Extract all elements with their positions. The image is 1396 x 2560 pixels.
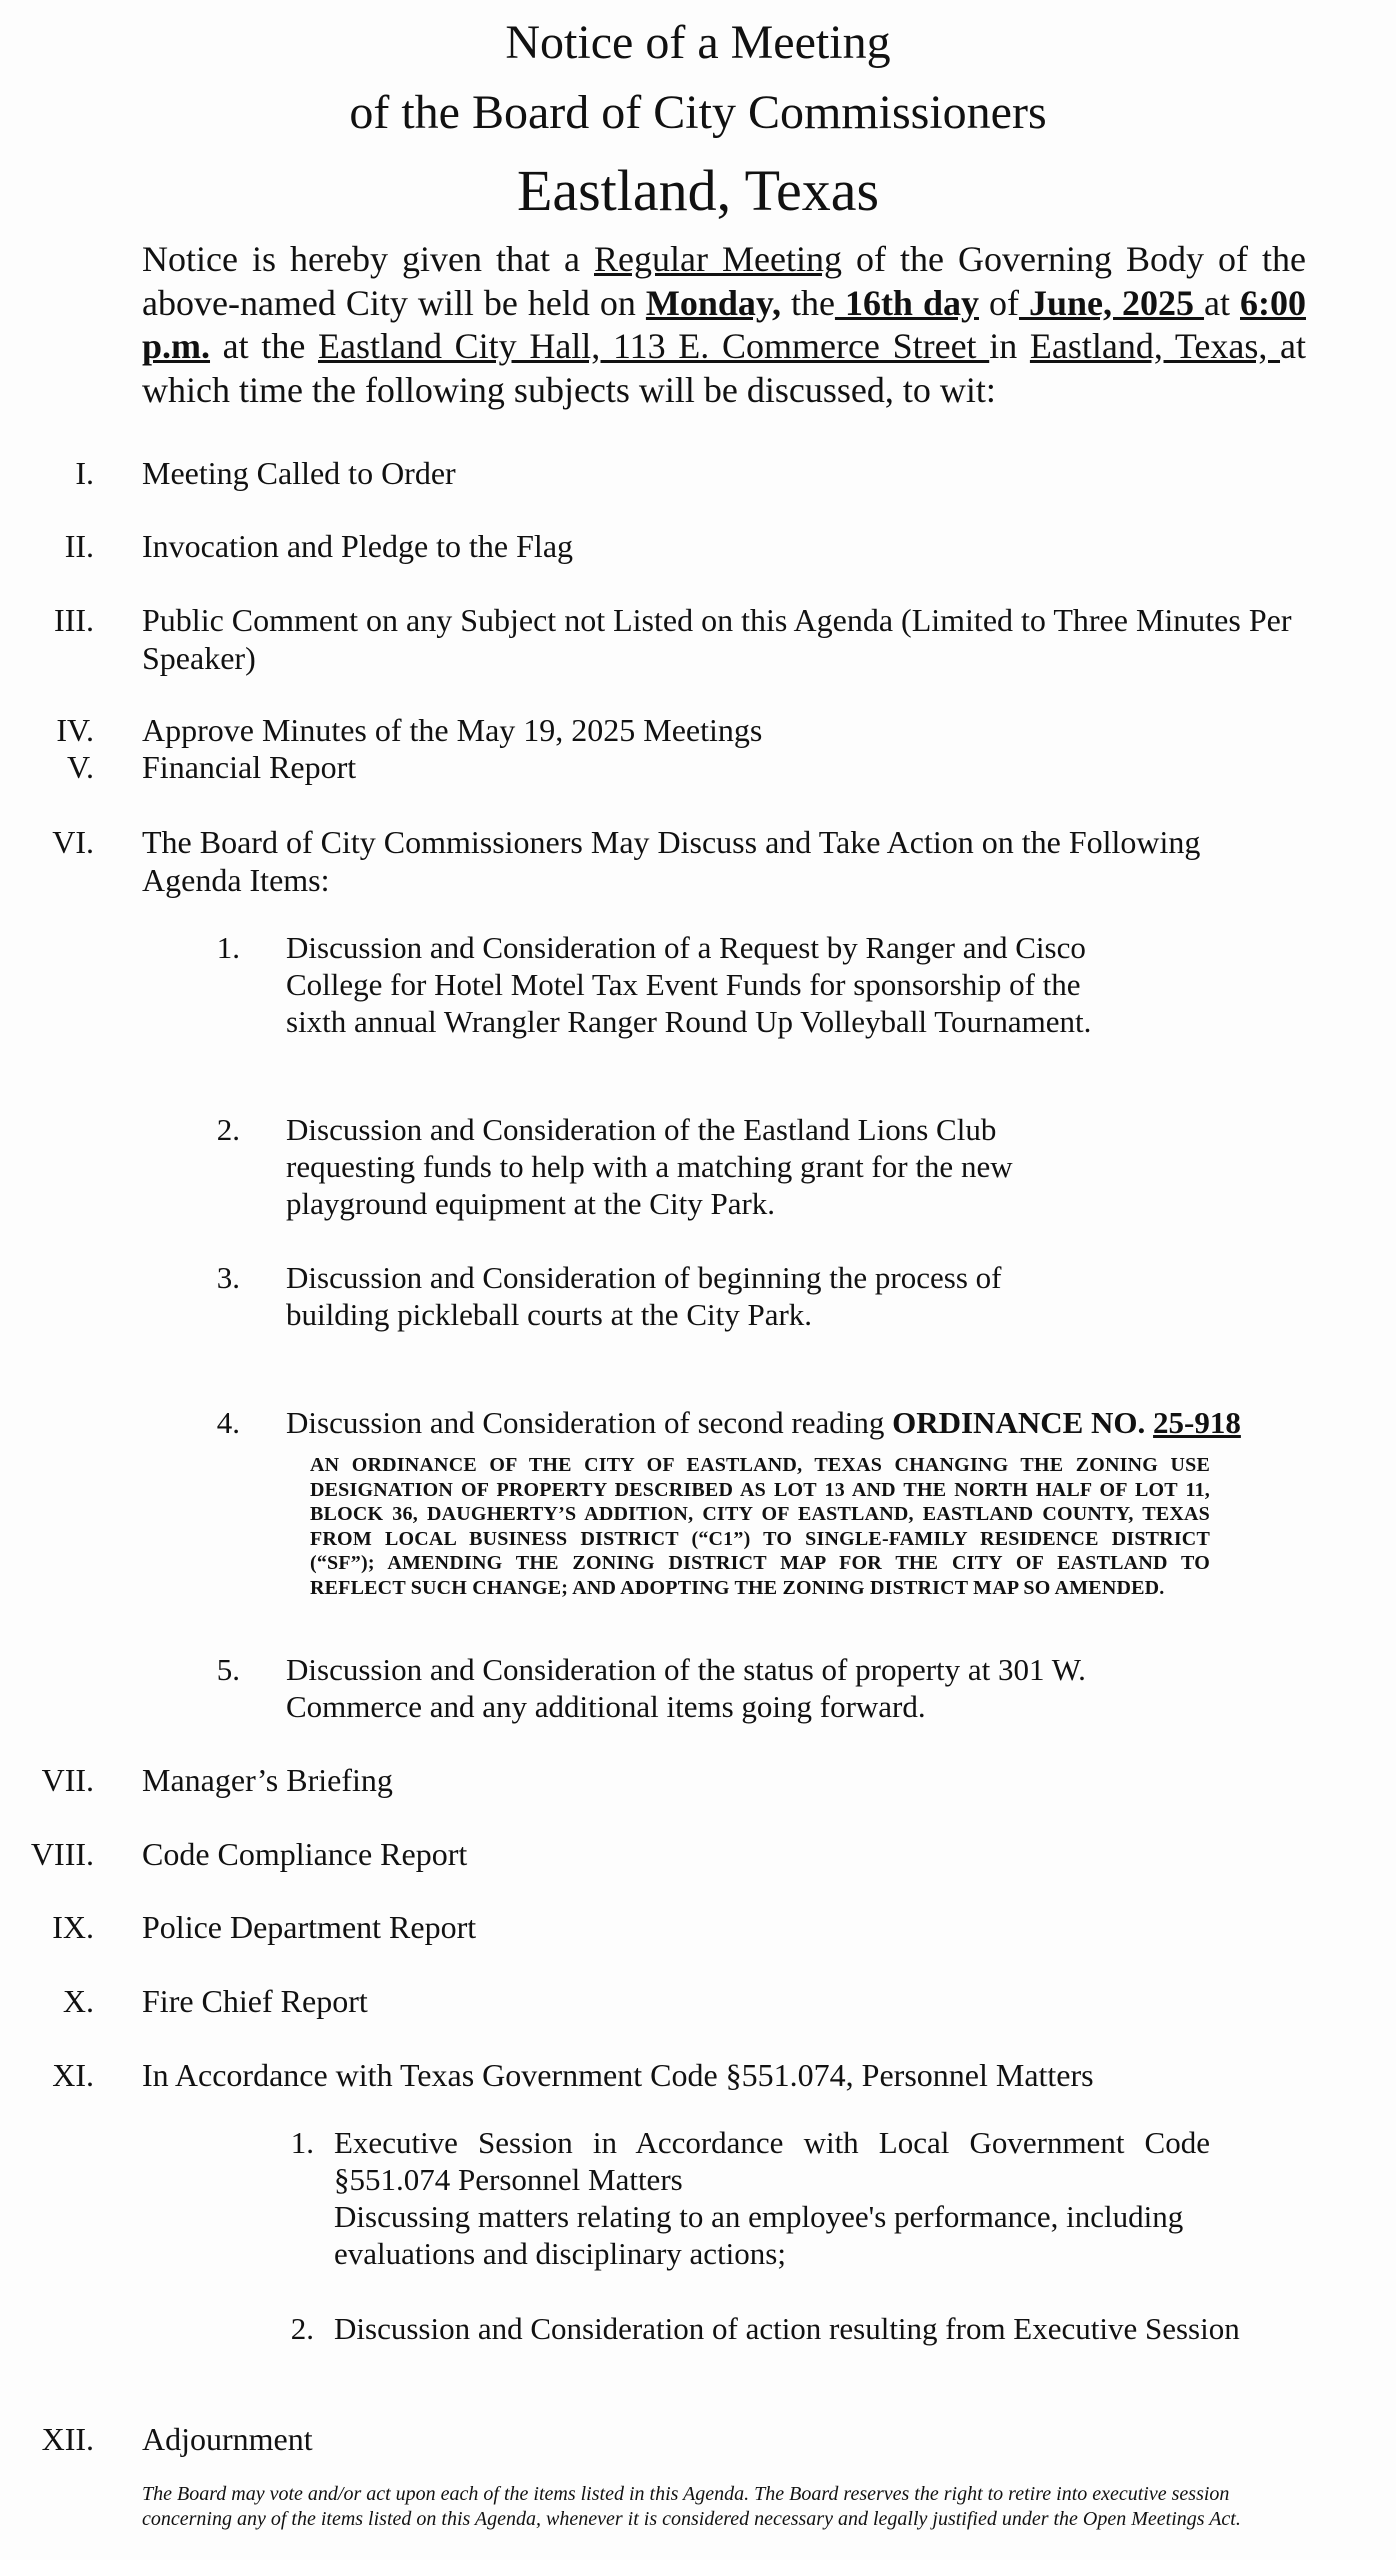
agenda-number: II. <box>64 528 94 564</box>
sub-item-number: 2. <box>290 2311 314 2346</box>
title-line-2: of the Board of City Commissioners <box>349 86 1047 139</box>
agenda-number: XI. <box>52 2057 94 2093</box>
ordinance-label: ORDINANCE NO. <box>892 1405 1154 1440</box>
notice-text: in <box>989 326 1030 366</box>
agenda-item: Financial Report <box>142 749 357 785</box>
notice-paragraph <box>142 238 1306 412</box>
sub-item-text: Discussion and Consideration of second reading <box>286 1405 893 1440</box>
meeting-time: 6:00 p.m. <box>142 282 1306 366</box>
agenda-number: VII. <box>41 1762 94 1798</box>
agenda-item: Invocation and Pledge to the Flag <box>142 528 574 564</box>
notice-text: at which time the following subjects will be discussed, to wit: <box>142 326 1306 410</box>
agenda-item: In Accordance with Texas Government Code §551.074, Personnel Matters <box>142 2057 1094 2093</box>
sub-item-number: 5. <box>216 1652 240 1687</box>
agenda-item: Public Comment on any Subject not Listed on this Agenda (Limited to Three Minutes Per Speaker) <box>142 602 1292 676</box>
sub-item-number: 1. <box>216 930 240 965</box>
agenda-number: III. <box>54 602 94 638</box>
meeting-location: Eastland City Hall, 113 E. Commerce Street <box>318 326 990 366</box>
meeting-day-number: 16th day <box>834 282 979 323</box>
sub-item: Discussion and Consideration of the Eastland Lions Club requesting funds to help with a matching grant for the new playground equipment at the City Park. <box>286 1112 1013 1221</box>
sub-item-number: 3. <box>216 1260 240 1295</box>
agenda-item: Meeting Called to Order <box>142 455 456 491</box>
agenda-item: Code Compliance Report <box>142 1836 468 1872</box>
sub-item: Discussion and Consideration of a Request by Ranger and Cisco College for Hotel Motel Tax Event Funds for sponsorship of the sixth annual Wrangler Ranger Round Up Volleyball Tournament. <box>286 930 1092 1039</box>
sub-item-number: 1. <box>290 2125 314 2160</box>
sub-item-line: Discussing matters relating to an employee's performance, including evaluations and disciplinary actions; <box>334 2199 1184 2271</box>
agenda-item: Approve Minutes of the May 19, 2025 Meetings <box>142 712 763 748</box>
agenda-number: VI. <box>52 824 94 860</box>
ordinance-caption: AN ORDINANCE OF THE CITY OF EASTLAND, TEXAS CHANGING THE ZONING USE DESIGNATION OF PROPERTY DESCRIBED AS LOT 13 AND THE NORTH HALF OF LOT 11, BLOCK 36, DAUGHERTY’S ADDITION, CITY OF EASTLAND, EASTLAND COUNTY, TEXAS FROM LOCAL BUSINESS DISTRICT (“C1”) TO SINGLE-FAMILY RESIDENCE DISTRICT (“SF”); AMENDING THE ZONING DISTRICT MAP FOR THE CITY OF EASTLAND TO REFLECT SUCH CHANGE; AND ADOPTING THE ZONING DISTRICT MAP SO AMENDED. <box>310 1454 1210 1599</box>
agenda-number: VIII. <box>30 1836 94 1872</box>
meeting-month-year: June, 2025 <box>1018 282 1205 323</box>
meeting-day-name: Monday, <box>645 282 781 323</box>
agenda-item: Fire Chief Report <box>142 1983 368 2019</box>
agenda-item: Police Department Report <box>142 1909 477 1945</box>
sub-item: Discussion and Consideration of action resulting from Executive Session <box>334 2311 1240 2346</box>
ordinance-number: 25-918 <box>1153 1405 1241 1440</box>
meeting-city: Eastland, Texas, <box>1029 326 1281 366</box>
sub-item-number: 2. <box>216 1112 240 1147</box>
agenda-item: Manager’s Briefing <box>142 1762 393 1798</box>
notice-text: of <box>978 282 1019 323</box>
meeting-type: Regular Meeting <box>594 239 842 279</box>
title-line-3: Eastland, Texas <box>516 158 880 223</box>
agenda-number: XII. <box>41 2421 94 2457</box>
agenda-item: Adjournment <box>142 2421 313 2457</box>
sub-item <box>334 2124 1210 2272</box>
agenda-number: IV. <box>56 712 94 748</box>
sub-item <box>286 1404 1286 1441</box>
agenda-number: IX. <box>52 1909 94 1945</box>
notice-text: at the <box>210 326 318 366</box>
sub-item-line: Executive Session in Accordance with Local Government Code §551.074 Personnel Matters <box>334 2125 1210 2197</box>
agenda-item: The Board of City Commissioners May Discuss and Take Action on the Following Agenda Items: <box>142 824 1201 898</box>
sub-item-number: 4. <box>216 1405 240 1440</box>
notice-text: the <box>780 282 835 323</box>
agenda-number: V. <box>67 749 94 785</box>
sub-item: Discussion and Consideration of the status of property at 301 W. Commerce and any additional items going forward. <box>286 1652 1086 1724</box>
footer-note: The Board may vote and/or act upon each of the items listed in this Agenda. The Board reserves the right to retire into executive session concerning any of the items listed on this Agenda, whenever it is considered necessary and legally justified under the Open Meetings Act. <box>142 2483 1241 2530</box>
notice-text: of the Governing Body of the above-named City will be held on <box>142 239 1306 323</box>
agenda-number: I. <box>75 455 94 491</box>
notice-text: Notice is hereby given that a <box>142 239 594 279</box>
agenda-number: X. <box>62 1983 94 2019</box>
notice-text: at <box>1204 282 1240 323</box>
sub-item: Discussion and Consideration of beginning the process of building pickleball courts at the City Park. <box>286 1260 1002 1332</box>
title-line-1: Notice of a Meeting <box>505 16 891 69</box>
